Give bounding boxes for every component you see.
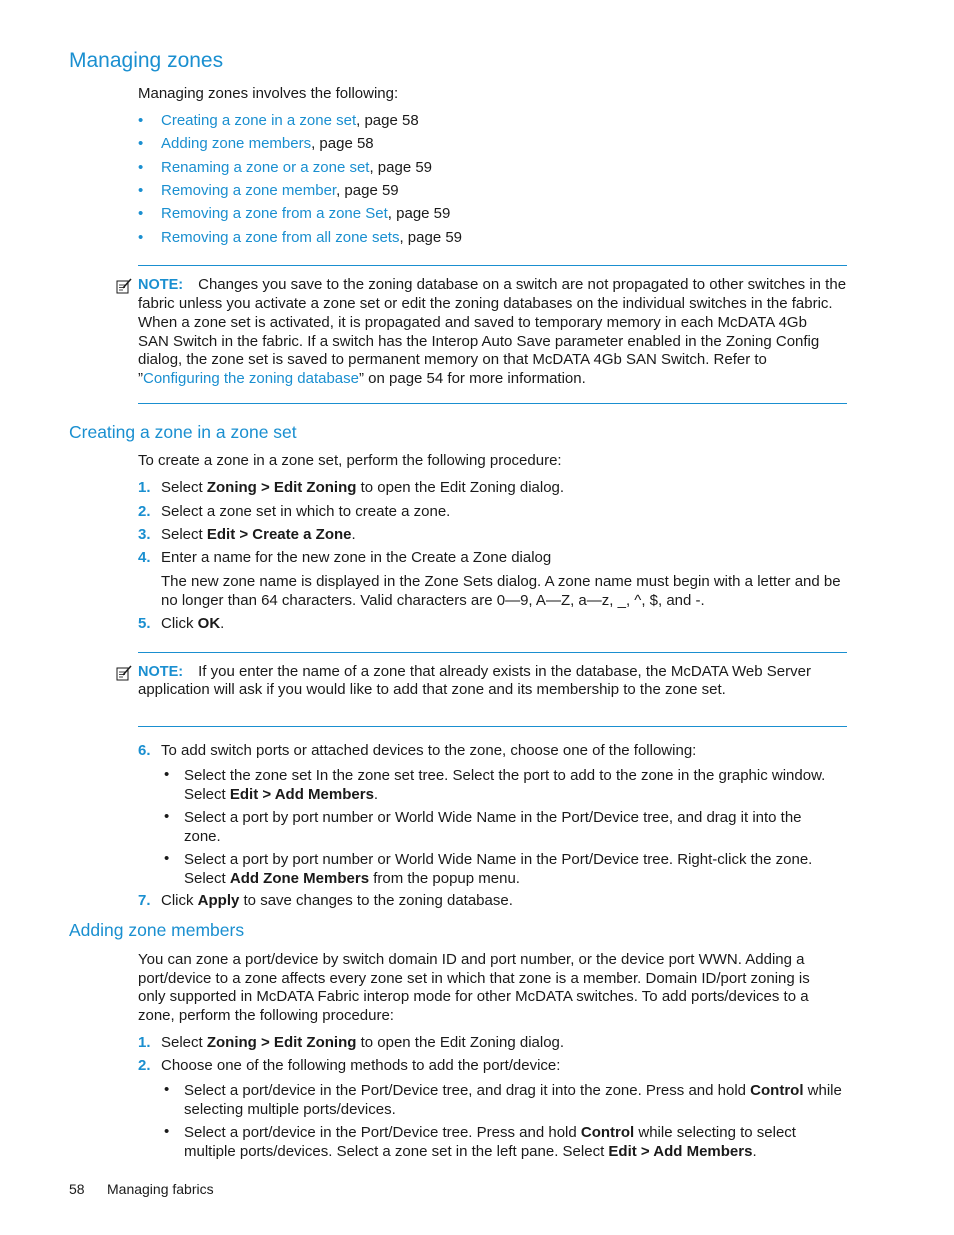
note-text: Changes you save to the zoning database on a switch are not propagated to other switches in the [198,276,847,293]
note-text: SAN Switch in the fabric. If a switch has the Interop Auto Save parameter enabled in the Zoning Config [138,333,820,350]
step-text: Choose one of the following methods to add the port/device: [161,1057,561,1074]
step-number: 7. [138,892,151,909]
step-text: Select Zoning > Edit Zoning to open the Edit Zoning dialog. [161,479,565,496]
section-para: You can zone a port/device by switch domain ID and port number, or the device port WWN. Adding a [138,951,805,968]
note-text: If you enter the name of a zone that already exists in the database, the McDATA Web Server [198,663,811,680]
note-label: NOTE: [138,664,184,680]
section-para: zone, perform the following procedure: [138,1007,394,1024]
sub-bullet: • [164,808,170,825]
toc-item: Removing a zone member, page 59 [161,182,399,199]
note-divider [138,726,847,727]
sub-bullet: • [164,850,170,867]
step-number: 4. [138,549,151,566]
step-number: 2. [138,503,151,520]
note-pencil-icon [116,278,132,294]
step-text: Select Zoning > Edit Zoning to open the Edit Zoning dialog. [161,1034,565,1051]
toc-link[interactable]: Removing a zone from all zone sets [161,229,400,246]
sub-bullet: • [164,1123,170,1140]
bullet: • [138,182,144,199]
note-text: dialog, the zone set is saved to permanent memory on that McDATA 4Gb SAN Switch. Refer to [138,351,767,368]
bullet: • [138,205,144,222]
step-number: 1. [138,479,151,496]
xref-link[interactable]: Configuring the zoning database [143,370,359,387]
intro-text: Managing zones involves the following: [138,85,399,102]
toc-link[interactable]: Creating a zone in a zone set [161,112,357,129]
step-detail: no longer than 64 characters. Valid characters are 0—9, A—Z, a—z, _, ^, $, and -. [161,592,705,609]
step-text: Select Edit > Create a Zone. [161,526,356,543]
step-number: 5. [138,615,151,632]
step-text: Select a zone set in which to create a zone. [161,503,451,520]
sub-item-text: Select the zone set In the zone set tree. Select the port to add to the zone in the graphic window. Select Edit > Add Members. [184,767,826,803]
step-text: Click Apply to save changes to the zoning database. [161,892,513,909]
bullet: • [138,135,144,152]
note-divider [138,403,847,404]
note-label: NOTE: [138,277,184,293]
note-text: When a zone set is activated, it is propagated and saved to temporary memory in each McDATA 4Gb [138,314,807,331]
section-para: only supported in McDATA Fabric interop mode for other McDATA switches. To add ports/devices to a [138,988,809,1005]
page-number: 58 [69,1181,85,1197]
toc-item: Removing a zone from a zone Set, page 59 [161,205,451,222]
toc-link[interactable]: Removing a zone from a zone Set [161,205,388,222]
toc-link[interactable]: Adding zone members [161,135,312,152]
sub-item-text: Select a port by port number or World Wide Name in the Port/Device tree. Right-click the zone. Select Add Zone Members from the popup menu. [184,851,813,887]
section-heading: Adding zone members [69,920,245,940]
step-text: Enter a name for the new zone in the Create a Zone dialog [161,549,552,566]
note-divider [138,652,847,653]
sub-item-text: Select a port by port number or World Wide Name in the Port/Device tree, and drag it into the zone. [184,809,802,845]
note-text: application will ask if you would like to add that zone and its membership to the zone set. [138,681,726,698]
toc-link[interactable]: Removing a zone member [161,182,337,199]
sub-item-text: Select a port/device in the Port/Device tree. Press and hold Control while selecting to select multiple ports/devices. Select a zone set in the left pane. Select Edit > Add Members. [184,1124,796,1160]
section-heading: Creating a zone in a zone set [69,422,297,442]
section-intro: To create a zone in a zone set, perform the following procedure: [138,452,562,469]
step-number: 6. [138,742,151,759]
sub-bullet: • [164,1081,170,1098]
chapter-title: Managing fabrics [107,1181,214,1197]
bullet: • [138,159,144,176]
toc-item: Creating a zone in a zone set, page 58 [161,112,419,129]
step-number: 2. [138,1057,151,1074]
note-text: fabric unless you activate a zone set or edit the zoning databases on the individual switches in the fabric. [138,295,833,312]
sub-bullet: • [164,766,170,783]
step-detail: The new zone name is displayed in the Zone Sets dialog. A zone name must begin with a letter and be [161,573,841,590]
section-para: port/device to a zone affects every zone set in which that zone is a member. Domain ID/port zoning is [138,970,810,987]
toc-item: Adding zone members, page 58 [161,135,374,152]
toc-item: Removing a zone from all zone sets, page 59 [161,229,463,246]
step-number: 3. [138,526,151,543]
step-number: 1. [138,1034,151,1051]
bullet: • [138,229,144,246]
note-divider [138,265,847,266]
bullet: • [138,112,144,129]
note-pencil-icon [116,665,132,681]
page-title: Managing zones [69,49,224,72]
toc-link[interactable]: Renaming a zone or a zone set [161,159,370,176]
note-text: ”Configuring the zoning database” on page 54 for more information. [138,370,586,387]
step-text: To add switch ports or attached devices to the zone, choose one of the following: [161,742,697,759]
toc-item: Renaming a zone or a zone set, page 59 [161,159,433,176]
sub-item-text: Select a port/device in the Port/Device tree, and drag it into the zone. Press and hold Control while selecting multiple ports/devices. [184,1082,842,1118]
step-text: Click OK. [161,615,225,632]
